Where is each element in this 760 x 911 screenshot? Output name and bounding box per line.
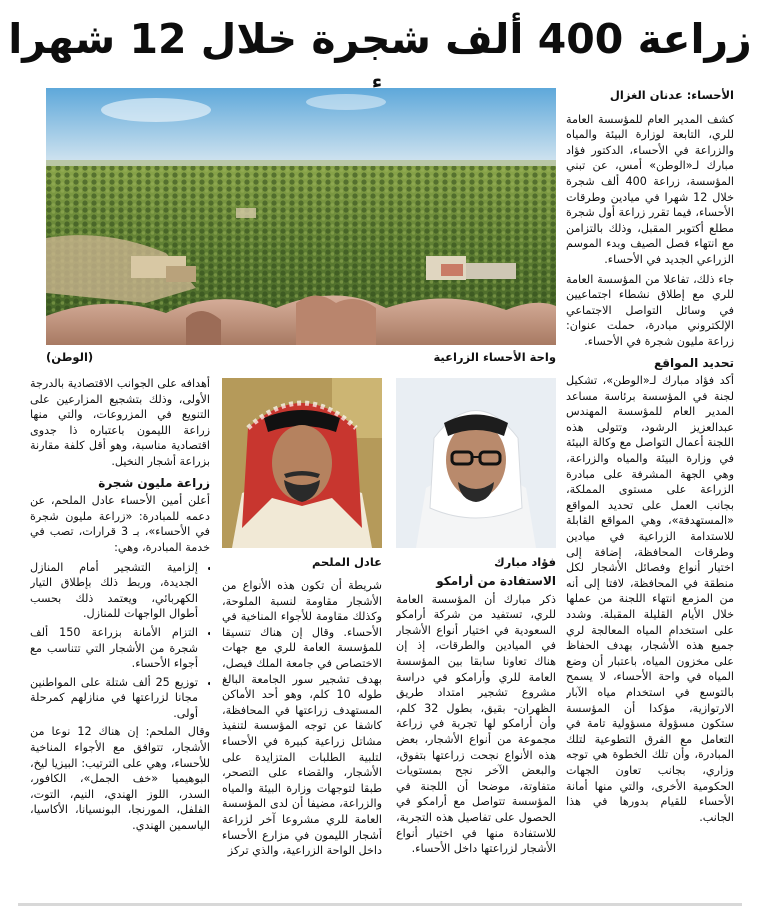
page-headline: زراعة 400 ألف شجرة خلال 12 شهرا (8, 15, 752, 63)
article-mid-right-column (396, 574, 556, 900)
paragraph-university: شريطة أن تكون هذه الأنواع من الأشجار مقاومة لنسبة الملوحة، وكذلك مقاومة للأجواء المناخية في الأحساء. وقال إن هناك تنسيقا للمؤسسة العامة للري مع جهات الاختصاص في جامعة الملك فيصل، بهدف تشجير سور الجامعة البالغ طوله 10 كلم، وهو أحد الأماكن المستهدف زراعتها في المحافظة، كاشفا عن توجه المؤسسة لتنفيذ مشاتل زراعية كبيرة في الأحساء لتلبية الطلبات المتزايدة على الأشجار، والقضاء على التصحر، طبقا لتوجهات وزارة البيئة والمياه والزراعة، مضيفا أن لدى المؤسسة العامة للري مشروعا آخر لزراعة أشجار الليمون في مزارع الأحساء داخل الواحة الزراعية، والذي تركز (222, 579, 382, 858)
portrait-image (396, 378, 556, 548)
paragraph-mayor: أعلن أمين الأحساء عادل الملحم، عن دعمه للمبادرة: «زراعة مليون شجرة في الأحساء»، بـ 3 قرارات، تصب في خدمة المبادرة، وهي: (30, 494, 210, 554)
paragraph-initiative: جاء ذلك، تفاعلا من المؤسسة العامة للري مع إطلاق نشطاء اجتماعيين في وسائل التواصل الاجتماعي الإلكتروني مبادرة، حملت عنوان: زراعة مليون شجرة في الأحساء. (566, 272, 734, 348)
article-mid-left-column (222, 578, 382, 900)
byline: الأحساء: عدنان الغزال (609, 88, 734, 102)
portrait-fuad-mubarak (396, 378, 556, 548)
subheading-million-trees: زراعة مليون شجرة (98, 475, 210, 490)
oasis-landscape-image (46, 88, 556, 345)
portrait-adel-almulhem (222, 378, 382, 548)
oasis-photo (46, 88, 556, 345)
paragraph-locations: أكد فؤاد مبارك لـ«الوطن»، تشكيل لجنة في المؤسسة برئاسة مساعد المدير العام للمؤسسة المهندس عبدالعزيز الرشود، وتتولى هذه اللجنة أعمال التواصل مع وكالة البيئة في وزارة البيئة والمياه والزراعة، وهي الجهة المشرفة على مبادرة الزراعة على مستوى المملكة، بجانب العمل على تحديد المواقع «المستهدفة»، وهي المواقع القابلة للاستدامة الزراعية في ميادين وطرقات المحافظة، إضافة إلى اختيار أنواع وفصائل الأشجار لكل منطقة في المحافظة، لافتا إلى أنه من المزمع انتهاء اللجنة من عملها خلال الأيام القليلة المقبلة. وشدد على استخدام المياه المعالجة لري جميع هذه الأشجار، بهدف الحفاظ على مخزون المياه، باعتبار أن وضع المياه في واحة الأحساء، لا يسمح بالتوسع في استخدام مياه الآبار الارتوازية، مؤكدا أن المؤسسة ستكون مسؤولة مسؤولية تامة في التعامل مع الفرق التطوعية لتلك المبادرة، وأن تلك الخطوة هي توجه وزاري، بجانب تعاون الجهات الحكومية الأخرى، والتي منها أمانة الأحساء للقيام بدورها في هذا الجانب. (566, 374, 734, 824)
list-item: • التزام الأمانة بزراعة 150 ألف شجرة من الأشجار التي تتناسب مع أجواء الأحساء. (30, 625, 198, 672)
list-item: • إلزامية التشجير أمام المنازل الجديدة، وربط ذلك بإطلاق التيار الكهربائي، ويعتمد ذلك بحسب أطوال الواجهات للمنازل. (30, 560, 198, 622)
list-item: • توزيع 25 ألف شتلة على المواطنين مجانا لزراعتها في منازلهم كمرحلة أولى. (30, 675, 198, 722)
subheading-aramco: الاستفادة من أرامكو (436, 574, 556, 588)
article-right-column (566, 88, 734, 900)
decisions-list (30, 560, 210, 722)
article-left-column (30, 376, 210, 900)
paragraph-tree-types: وقال الملحم: إن هناك 12 نوعا من الأشجار، تتوافق مع الأجواء المناخية للأحساء، وهي على الترتيب: البيزيا ليخ، البوهيميا «خف الجمل»، الكافور، السدر، اللوز الهندي، النيم، التوت، الفلفل، المورنجا، البونسيانا، الأكاسيا، الياسمين الهندي. (30, 725, 210, 833)
portrait-caption-adel: عادل الملحم (311, 555, 382, 569)
subheading-locations: تحديد المواقع (653, 355, 734, 370)
portrait-image (222, 378, 382, 548)
paragraph-intro: كشف المدير العام للمؤسسة العامة للري، التابعة لوزارة البيئة والمياه والزراعة في الأحساء، الدكتور فؤاد مبارك لـ«الوطن» أمس، عن تبني المؤسسة، زراعة 400 ألف شجرة خلال 12 شهرا في ميادين وطرقات الأحساء، فيما تقرر زراعة أول شجرة مطلع أكتوبر المقبل، وذلك بالتزامن مع انتهاء فصل الصيف وبدء الموسم الزراعي الجديد في الأحساء. (566, 112, 734, 266)
portrait-caption-fuad: فؤاد مبارك (494, 555, 556, 569)
photo-caption: واحة الأحساء الزراعية (433, 350, 556, 364)
paragraph-aramco: ذكر مبارك أن المؤسسة العامة للري، تستفيد من شركة أرامكو السعودية في اختيار أنواع الأشجار في الميادين والطرقات، إذ إن هناك تعاونا سابقا بين المؤسسة العامة للري وأرامكو في دراسة مشروع تشجير امتداد طريق الظهران- بقيق، بطول 32 كلم، وأن أرامكو لها تجربة في زراعة مجموعة من أنواع الأشجار، بعض هذه الأنواع نجحت زراعتها بتفوق، والبعض الآخر نجح بمستويات متفاوتة، موضحا أن اللجنة في المؤسسة تتواصل مع أرامكو في الحصول على تفاصيل هذه التجربة، للاستفادة منها في اختيار أنواع الأشجار لزراعتها داخل الأحساء. (396, 592, 556, 856)
bottom-divider (18, 903, 742, 906)
photo-credit: (الوطن) (46, 350, 94, 364)
paragraph-economic: أهدافه على الجوانب الاقتصادية بالدرجة الأولى، وذلك بتشجيع المزارعين على التنويع في المزروعات، والتي منها زراعة الليمون باعتباره ذا جدوى اقتصادية مناسبة، وهو أقل كلفة مقارنة بزراعة أشجار النخيل. (30, 377, 210, 468)
